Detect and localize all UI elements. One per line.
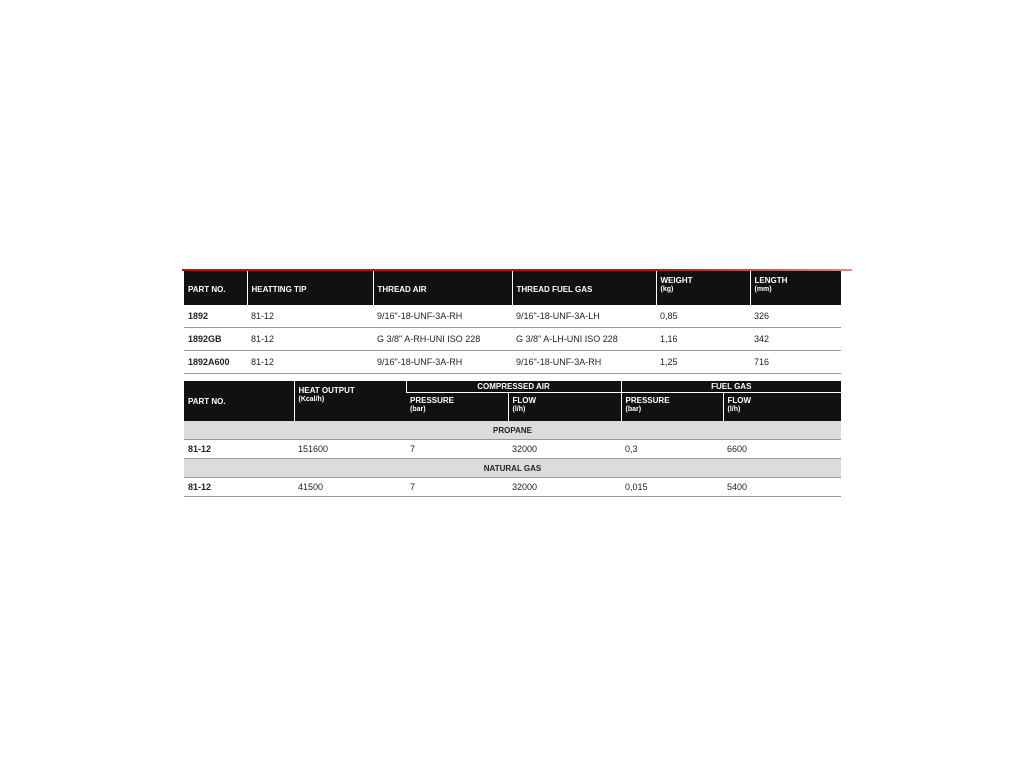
- cell-part-no: 81-12: [184, 440, 294, 459]
- header-gas-pressure: [621, 393, 723, 422]
- cell-weight: 0,85: [656, 305, 750, 328]
- cell-thread-air: 9/16"-18-UNF-3A-RH: [373, 351, 512, 374]
- cell-thread-fuel-gas: 9/16"-18-UNF-3A-LH: [512, 305, 656, 328]
- table-row: [184, 328, 841, 351]
- group-row-natural-gas: [184, 459, 841, 478]
- gas-consumption-table: [184, 381, 841, 497]
- table-row: [184, 305, 841, 328]
- cell-air-flow: 32000: [508, 478, 621, 497]
- header-length-label: LENGTH: [754, 276, 788, 285]
- cell-heat-output: 151600: [294, 440, 406, 459]
- cell-part-no: 81-12: [184, 478, 294, 497]
- table-row: [184, 478, 841, 497]
- cell-weight: 1,16: [656, 328, 750, 351]
- header-air-flow-unit: (l/h): [512, 406, 526, 413]
- header-fuel-gas: FUEL GAS: [621, 381, 841, 393]
- header-air-pressure-label: PRESSURE: [410, 396, 455, 405]
- header-gas-flow-label: FLOW: [727, 396, 752, 405]
- group-row-propane: [184, 421, 841, 440]
- group-label: PROPANE: [184, 421, 841, 440]
- header-air-flow: [508, 393, 621, 422]
- header-gas-flow-unit: (l/h): [727, 406, 741, 413]
- table-header-row: [184, 271, 841, 305]
- header-air-pressure: [406, 393, 508, 422]
- table-row: [184, 351, 841, 374]
- cell-heat-output: 41500: [294, 478, 406, 497]
- header-length-unit: (mm): [754, 286, 772, 293]
- table-row: [184, 440, 841, 459]
- cell-thread-air: G 3/8" A-RH-UNI ISO 228: [373, 328, 512, 351]
- header-heat-output-label: HEAT OUTPUT: [298, 386, 355, 395]
- cell-thread-fuel-gas: G 3/8" A-LH-UNI ISO 228: [512, 328, 656, 351]
- cell-heating-tip: 81-12: [247, 328, 373, 351]
- cell-part-no: 1892A600: [184, 351, 247, 374]
- cell-length: 342: [750, 328, 841, 351]
- table-header-row: [184, 381, 841, 393]
- cell-weight: 1,25: [656, 351, 750, 374]
- group-label: NATURAL GAS: [184, 459, 841, 478]
- header-heat-output: [294, 381, 406, 421]
- cell-gas-pressure: 0,015: [621, 478, 723, 497]
- cell-air-pressure: 7: [406, 478, 508, 497]
- header-weight-unit: (kg): [660, 286, 674, 293]
- header-thread-air: THREAD AIR: [373, 271, 512, 305]
- header-gas-pressure-label: PRESSURE: [625, 396, 670, 405]
- cell-gas-flow: 6600: [723, 440, 841, 459]
- header-thread-fuel-gas: THREAD FUEL GAS: [512, 271, 656, 305]
- header-compressed-air: COMPRESSED AIR: [406, 381, 621, 393]
- cell-part-no: 1892GB: [184, 328, 247, 351]
- header-heating-tip: HEATTING TIP: [247, 271, 373, 305]
- cell-length: 716: [750, 351, 841, 374]
- cell-thread-air: 9/16"-18-UNF-3A-RH: [373, 305, 512, 328]
- cell-gas-flow: 5400: [723, 478, 841, 497]
- header-gas-flow: [723, 393, 841, 422]
- cell-thread-fuel-gas: 9/16"-18-UNF-3A-RH: [512, 351, 656, 374]
- header-air-pressure-unit: (bar): [410, 406, 426, 413]
- cell-heating-tip: 81-12: [247, 351, 373, 374]
- cell-length: 326: [750, 305, 841, 328]
- cell-gas-pressure: 0,3: [621, 440, 723, 459]
- header-part-no: PART NO.: [184, 271, 247, 305]
- header-gas-pressure-unit: (bar): [625, 406, 642, 413]
- cell-heating-tip: 81-12: [247, 305, 373, 328]
- header-length: [750, 271, 841, 305]
- header-air-flow-label: FLOW: [512, 396, 537, 405]
- header-weight: [656, 271, 750, 305]
- header-part-no: PART NO.: [184, 381, 294, 421]
- cell-air-pressure: 7: [406, 440, 508, 459]
- cell-air-flow: 32000: [508, 440, 621, 459]
- cell-part-no: 1892: [184, 305, 247, 328]
- torch-specs-table: [184, 271, 841, 374]
- header-weight-label: WEIGHT: [660, 276, 693, 285]
- header-heat-output-unit: (Kcal/h): [298, 396, 325, 403]
